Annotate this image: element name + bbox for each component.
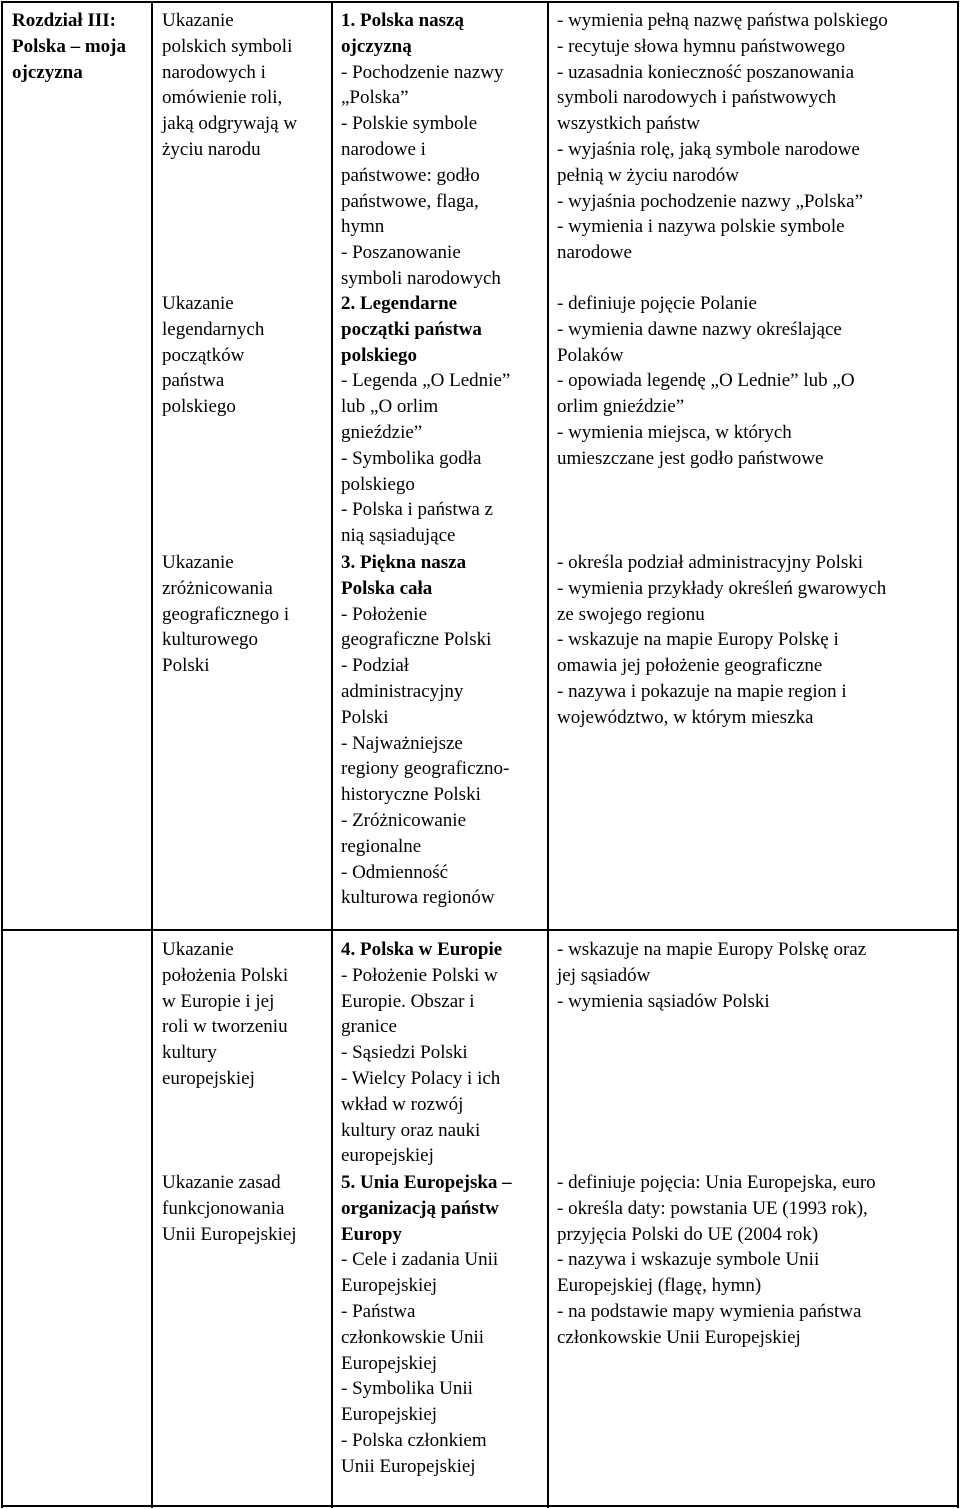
table-border-right [957,1,959,1508]
requirement-line: narodowe [557,242,632,264]
goal-line: funkcjonowania [162,1197,285,1219]
content-line: - Zróżnicowanie [341,809,467,831]
content-line: - Podział [341,655,410,677]
content-line: - Legenda „O Lednie” [341,370,511,392]
chapter-title-line: ojczyzna [12,61,83,83]
goal-line: państwa [162,370,225,392]
goal-cell [162,550,327,679]
chapter-title [12,8,147,85]
goal-line: europejskiej [162,1067,255,1089]
goal-cell [162,1170,327,1247]
topic-heading-line: 2. Legendarne [341,293,458,314]
content-line: historyczne Polski [341,784,481,806]
content-line: - Najważniejsze [341,732,463,754]
requirement-line: - wskazuje na mapie Europy Polskę i [557,629,839,651]
topic-heading-line: początki państwa [341,318,482,340]
goal-line: jaką odgrywają w [162,113,298,135]
topic-heading-line: ojczyzną [341,35,412,57]
requirements-cell [557,8,955,266]
topic-heading-line: 1. Polska naszą [341,10,464,31]
goal-line: Ukazanie [162,552,234,573]
row-divider [1,929,959,931]
requirement-line: - wyjaśnia rolę, jaką symbole narodowe [557,138,860,160]
topic-heading-line: 4. Polska w Europie [341,939,503,960]
content-line: - Wielcy Polacy i ich [341,1067,501,1089]
content-line: granice [341,1016,397,1038]
goal-cell [162,291,327,420]
content-line: Europejskiej [341,1352,438,1374]
content-line: Europejskiej [341,1404,438,1426]
requirement-line: - wymienia i nazywa polskie symbole [557,216,845,238]
content-line: geograficzne Polski [341,629,492,651]
content-line: - Polskie symbole [341,113,478,135]
goal-line: Ukazanie [162,293,234,314]
chapter-title-line: Rozdział III: [12,10,116,31]
table-border-top [1,1,959,3]
content-line: - Pochodzenie nazwy [341,61,504,83]
goal-line: roli w tworzeniu [162,1016,288,1038]
requirement-line: - uzasadnia konieczność poszanowania [557,61,855,83]
requirement-line: - określa podział administracyjny Polski [557,552,864,573]
content-line: Europejskiej [341,1275,438,1297]
goal-line: narodowych i [162,61,266,83]
content-line: hymn [341,216,385,238]
content-line: - Położenie [341,603,428,625]
topic-heading-line: 3. Piękna nasza [341,552,467,573]
content-line: gnieździe” [341,421,423,443]
requirement-line: - nazywa i wskazuje symbole Unii [557,1249,820,1271]
goal-line: omówienie roli, [162,87,283,109]
goal-line: w Europie i jej [162,990,275,1012]
content-line: - Położenie Polski w [341,964,498,986]
content-cell [341,8,541,292]
requirement-line: - recytuje słowa hymnu państwowego [557,35,846,57]
goal-line: Unii Europejskiej [162,1223,297,1245]
column-divider-3 [547,1,549,1508]
content-line: nią sąsiadujące [341,525,456,547]
goal-line: polskich symboli [162,35,293,57]
table-border-bottom [1,1505,959,1507]
requirement-line: - wymienia przykłady określeń gwarowych [557,577,887,599]
requirement-line: jej sąsiadów [557,964,651,986]
requirement-line: - wyjaśnia pochodzenie nazwy „Polska” [557,190,864,212]
requirement-line: - nazywa i pokazuje na mapie region i [557,680,847,702]
content-line: - Symbolika Unii [341,1378,473,1400]
requirements-cell [557,550,955,731]
requirement-line: orlim gnieździe” [557,396,685,418]
requirements-cell [557,291,955,472]
table-border-left [1,1,3,1508]
topic-heading-line: polskiego [341,344,418,366]
content-line: państwowe: godło [341,164,480,186]
requirement-line: - wskazuje na mapie Europy Polskę oraz [557,939,867,960]
content-line: - Poszanowanie [341,242,461,264]
topic-heading-line: Polska cała [341,577,433,599]
content-line: symboli narodowych [341,267,501,289]
requirement-line: Europejskiej (flagę, hymn) [557,1275,762,1297]
topic-heading-line: 5. Unia Europejska – [341,1172,512,1193]
content-line: Polski [341,706,389,728]
content-line: - Symbolika godła [341,447,482,469]
requirement-line: - definiuje pojęcia: Unia Europejska, euro [557,1172,876,1193]
content-line: - Polska członkiem [341,1429,487,1451]
requirement-line: województwo, w którym mieszka [557,706,814,728]
content-line: kultury oraz nauki [341,1119,481,1141]
requirement-line: pełnią w życiu narodów [557,164,740,186]
topic-heading-line: organizacją państw [341,1197,499,1219]
goal-line: kulturowego [162,629,259,651]
content-cell [341,550,541,911]
content-line: - Sąsiedzi Polski [341,1042,468,1064]
content-line: państwowe, flaga, [341,190,479,212]
requirement-line: ze swojego regionu [557,603,705,625]
goal-line: położenia Polski [162,964,289,986]
content-line: Unii Europejskiej [341,1455,476,1477]
content-line: - Odmienność [341,861,449,883]
content-line: - Państwa [341,1300,416,1322]
content-line: wkład w rozwój [341,1093,464,1115]
goal-line: Ukazanie zasad [162,1172,281,1193]
goal-cell [162,8,327,163]
chapter-title-line: Polska – moja [12,35,126,57]
goal-line: kultury [162,1042,217,1064]
goal-line: geograficznego i [162,603,290,625]
goal-line: Polski [162,655,210,677]
content-cell [341,937,541,1169]
content-line: „Polska” [341,87,409,109]
requirements-cell [557,1170,955,1351]
requirement-line: - definiuje pojęcie Polanie [557,293,757,314]
requirements-cell [557,937,955,1014]
content-line: regiony geograficzno- [341,758,510,780]
content-line: narodowe i [341,138,426,160]
requirement-line: - na podstawie mapy wymienia państwa [557,1300,862,1322]
goal-line: początków [162,344,245,366]
requirement-line: wszystkich państw [557,113,701,135]
content-line: kulturowa regionów [341,887,495,909]
goal-cell [162,937,327,1092]
requirement-line: - wymienia pełną nazwę państwa polskiego [557,10,888,31]
goal-line: Ukazanie [162,10,234,31]
content-line: - Polska i państwa z [341,499,493,521]
content-cell [341,291,541,549]
content-line: administracyjny [341,680,464,702]
requirement-line: - wymienia sąsiadów Polski [557,990,770,1012]
requirement-line: umieszczane jest godło państwowe [557,447,824,469]
goal-line: Ukazanie [162,939,234,960]
content-line: - Cele i zadania Unii [341,1249,499,1271]
requirement-line: symboli narodowych i państwowych [557,87,837,109]
content-line: polskiego [341,473,415,495]
requirement-line: - opowiada legendę „O Lednie” lub „O [557,370,855,392]
content-line: lub „O orlim [341,396,439,418]
goal-line: polskiego [162,396,236,418]
topic-heading-line: Europy [341,1223,402,1245]
requirement-line: Polaków [557,344,624,366]
requirement-line: omawia jej położenie geograficzne [557,655,823,677]
goal-line: życiu narodu [162,138,261,160]
content-line: Europie. Obszar i [341,990,475,1012]
goal-line: legendarnych [162,318,265,340]
content-line: europejskiej [341,1145,434,1167]
content-line: regionalne [341,835,422,857]
requirement-line: członkowskie Unii Europejskiej [557,1326,801,1348]
content-line: członkowskie Unii [341,1326,485,1348]
column-divider-2 [331,1,333,1508]
requirement-line: - wymienia dawne nazwy określające [557,318,842,340]
column-divider-1 [151,1,153,1508]
requirement-line: - określa daty: powstania UE (1993 rok), [557,1197,868,1219]
requirement-line: - wymienia miejsca, w których [557,421,792,443]
goal-line: zróżnicowania [162,577,273,599]
requirement-line: przyjęcia Polski do UE (2004 rok) [557,1223,819,1245]
content-cell [341,1170,541,1480]
